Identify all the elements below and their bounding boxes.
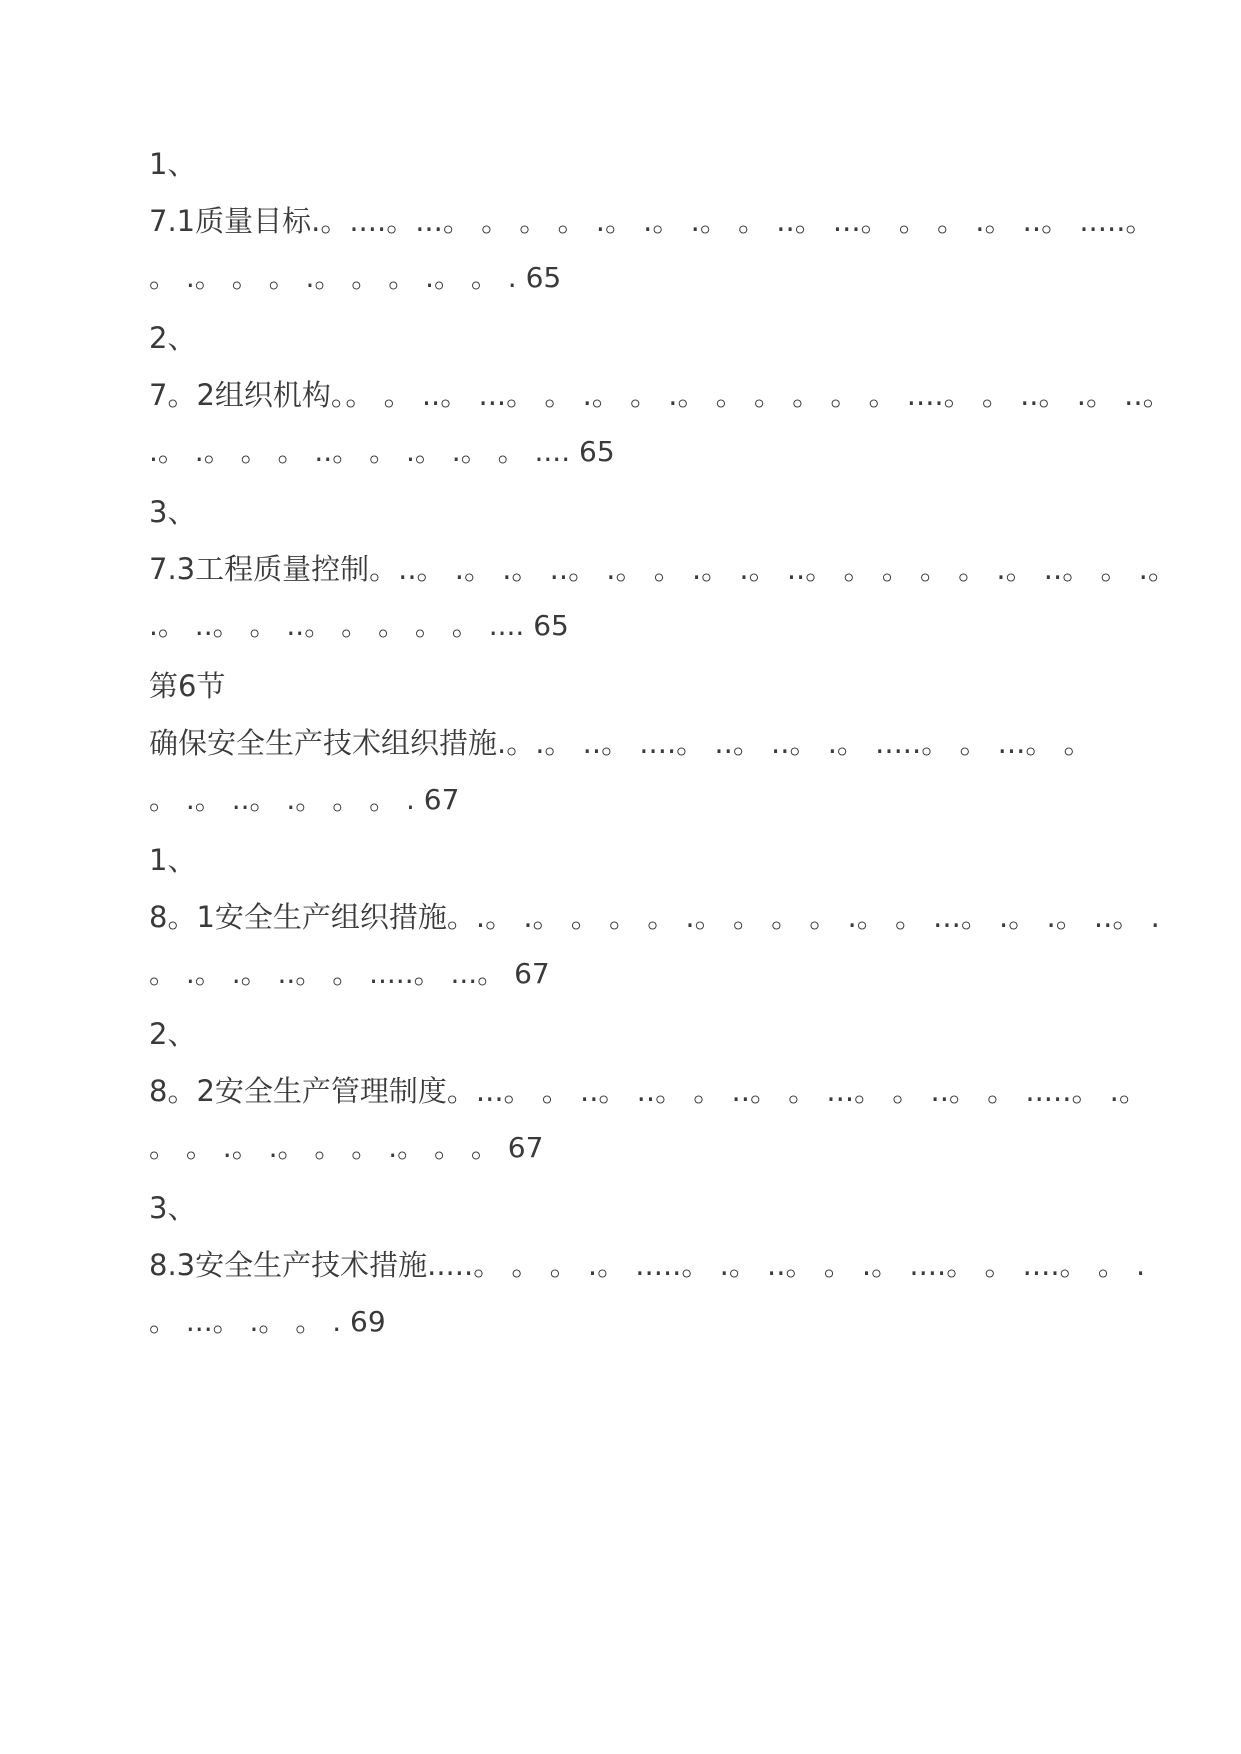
toc-number-3b: 3、 bbox=[149, 1191, 197, 1225]
toc-number-1: 1、 bbox=[149, 147, 197, 181]
toc-entry-8-1-continued: 。 .。 .。 ..。 。 .....。 ...。 67 bbox=[149, 957, 550, 990]
toc-entry-7-3: 7.3工程质量控制。..。 .。 .。 ..。 .。 。 .。 .。 ..。 。 。 。 。 .。 ..。 。 .。 bbox=[149, 552, 1177, 586]
section-heading-6: 第6节 bbox=[149, 669, 226, 703]
toc-entry-8-3: 8.3安全生产技术措施.....。 。 。 .。 .....。 .。 ..。 。 .。 ....。 。 ....。 。 . bbox=[149, 1248, 1146, 1282]
toc-entry-7-2-continued: .。 .。 。 。 ..。 。 .。 .。 。 .... 65 bbox=[149, 435, 615, 468]
toc-entry-section-6: 确保安全生产技术组织措施.。.。 ..。 ....。 ..。 ..。 .。 .....。 。 ...。 。 bbox=[149, 726, 1093, 760]
toc-entry-7-1: 7.1质量目标.。....。...。 。 。 。 .。 .。 .。 。 ..。 ...。 。 。 .。 ..。 .....。 bbox=[149, 204, 1155, 238]
toc-number-2: 2、 bbox=[149, 321, 197, 355]
toc-entry-7-3-continued: .。 ..。 。 ..。 。 。 。 。 .... 65 bbox=[149, 609, 569, 642]
toc-entry-7-2: 7。2组织机构。。 。 ..。 ...。 。 .。 。 .。 。 。 。 。 。 ....。 。 ..。 .。 ..。 bbox=[149, 378, 1172, 412]
toc-entry-7-1-continued: 。 .。 。 。 .。 。 。 .。 。 . 65 bbox=[149, 261, 562, 294]
toc-number-3: 3、 bbox=[149, 495, 197, 529]
toc-entry-8-1: 8。1安全生产组织措施。.。 .。 。 。 。 .。 。 。 。 .。 。 ...。 .。 .。 ..。 . bbox=[149, 900, 1160, 934]
toc-number-1b: 1、 bbox=[149, 843, 197, 877]
toc-entry-section-6-continued: 。 .。 ..。 .。 。 。 . 67 bbox=[149, 783, 460, 816]
toc-entry-8-2-continued: 。 。 .。 .。 。 。 .。 。 。 67 bbox=[149, 1131, 544, 1164]
toc-entry-8-3-continued: 。 ...。 .。 。 . 69 bbox=[149, 1305, 386, 1338]
toc-number-2b: 2、 bbox=[149, 1017, 197, 1051]
toc-entry-8-2: 8。2安全生产管理制度。...。 。 ..。 ..。 。 ..。 。 ...。 。 ..。 。 .....。 .。 bbox=[149, 1074, 1148, 1108]
